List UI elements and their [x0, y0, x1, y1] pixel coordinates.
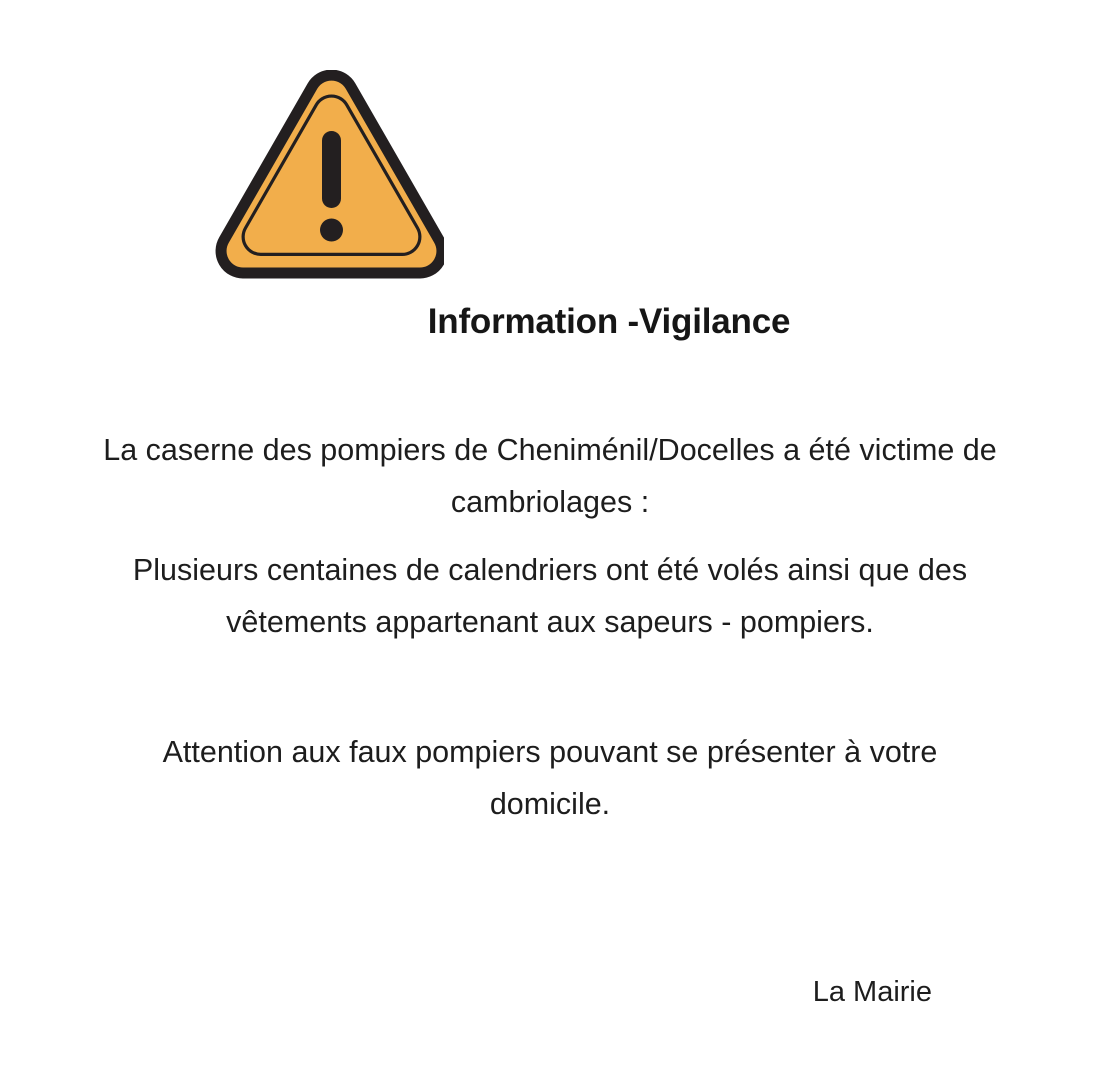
notice-paragraph-2: Plusieurs centaines de calendriers ont été volés ainsi que des vêtements appartenant aux sapeurs - pompiers.	[132, 553, 968, 639]
signature: La Mairie	[812, 976, 932, 1008]
page-title: Information -Vigilance	[427, 302, 791, 341]
notice-paragraph-1: La caserne des pompiers de Cheniménil/Docelles a été victime de cambriolages :	[103, 433, 997, 519]
notice-paragraph-3: Attention aux faux pompiers pouvant se présenter à votre domicile.	[162, 735, 938, 821]
warning-triangle-icon	[212, 70, 444, 282]
notice-body	[100, 424, 1000, 830]
